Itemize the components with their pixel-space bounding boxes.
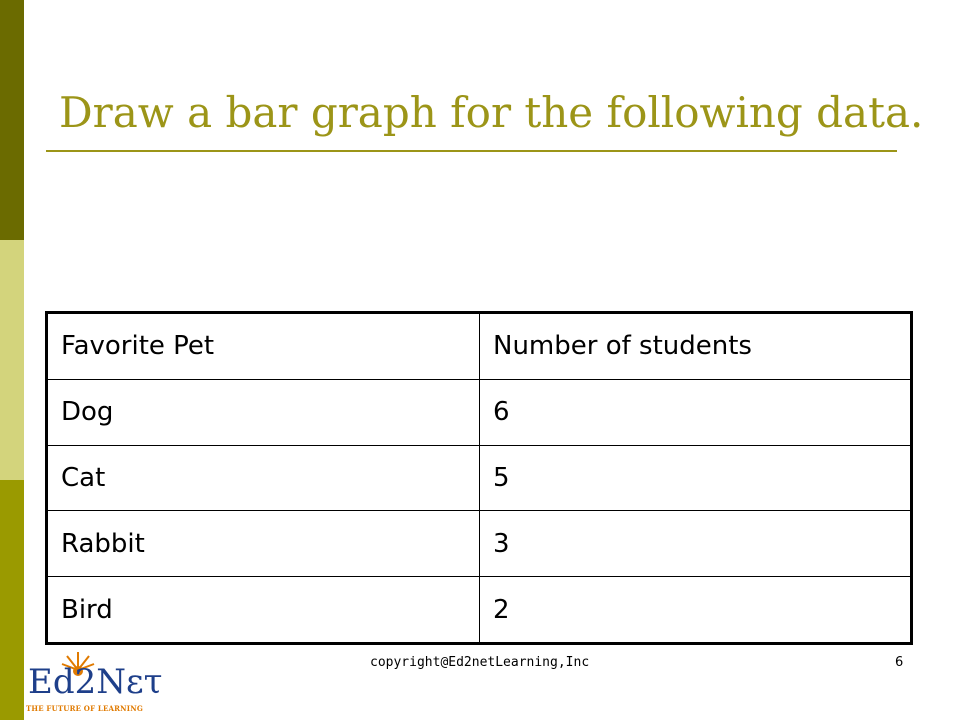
table-row <box>47 511 912 577</box>
logo-wordmark: Ed2Nετ <box>28 662 163 702</box>
slide-page-number: 6 <box>895 655 904 670</box>
side-strip-middle <box>0 240 24 480</box>
table-cell-pet: Bird <box>47 577 480 644</box>
pet-data-table <box>45 311 913 645</box>
table-header-row <box>47 313 912 380</box>
logo-tagline: THE FUTURE OF LEARNING <box>26 704 144 713</box>
side-strip-top <box>0 0 24 240</box>
table-cell-count: 5 <box>480 445 912 511</box>
table-cell-count: 3 <box>480 511 912 577</box>
header-cell-number-of-students: Number of students <box>480 313 912 380</box>
side-strip-bottom <box>0 480 24 720</box>
table-cell-pet: Rabbit <box>47 511 480 577</box>
ed2net-logo <box>24 648 163 720</box>
slide-title: Draw a bar graph for the following data. <box>59 88 924 137</box>
table-cell-pet: Dog <box>47 379 480 445</box>
table-row <box>47 445 912 511</box>
header-cell-favorite-pet: Favorite Pet <box>47 313 480 380</box>
table-cell-pet: Cat <box>47 445 480 511</box>
title-underline <box>46 150 897 152</box>
table-row <box>47 379 912 445</box>
footer-copyright: copyright@Ed2netLearning,Inc <box>370 655 590 670</box>
table-cell-count: 2 <box>480 577 912 644</box>
table-row <box>47 577 912 644</box>
table-cell-count: 6 <box>480 379 912 445</box>
